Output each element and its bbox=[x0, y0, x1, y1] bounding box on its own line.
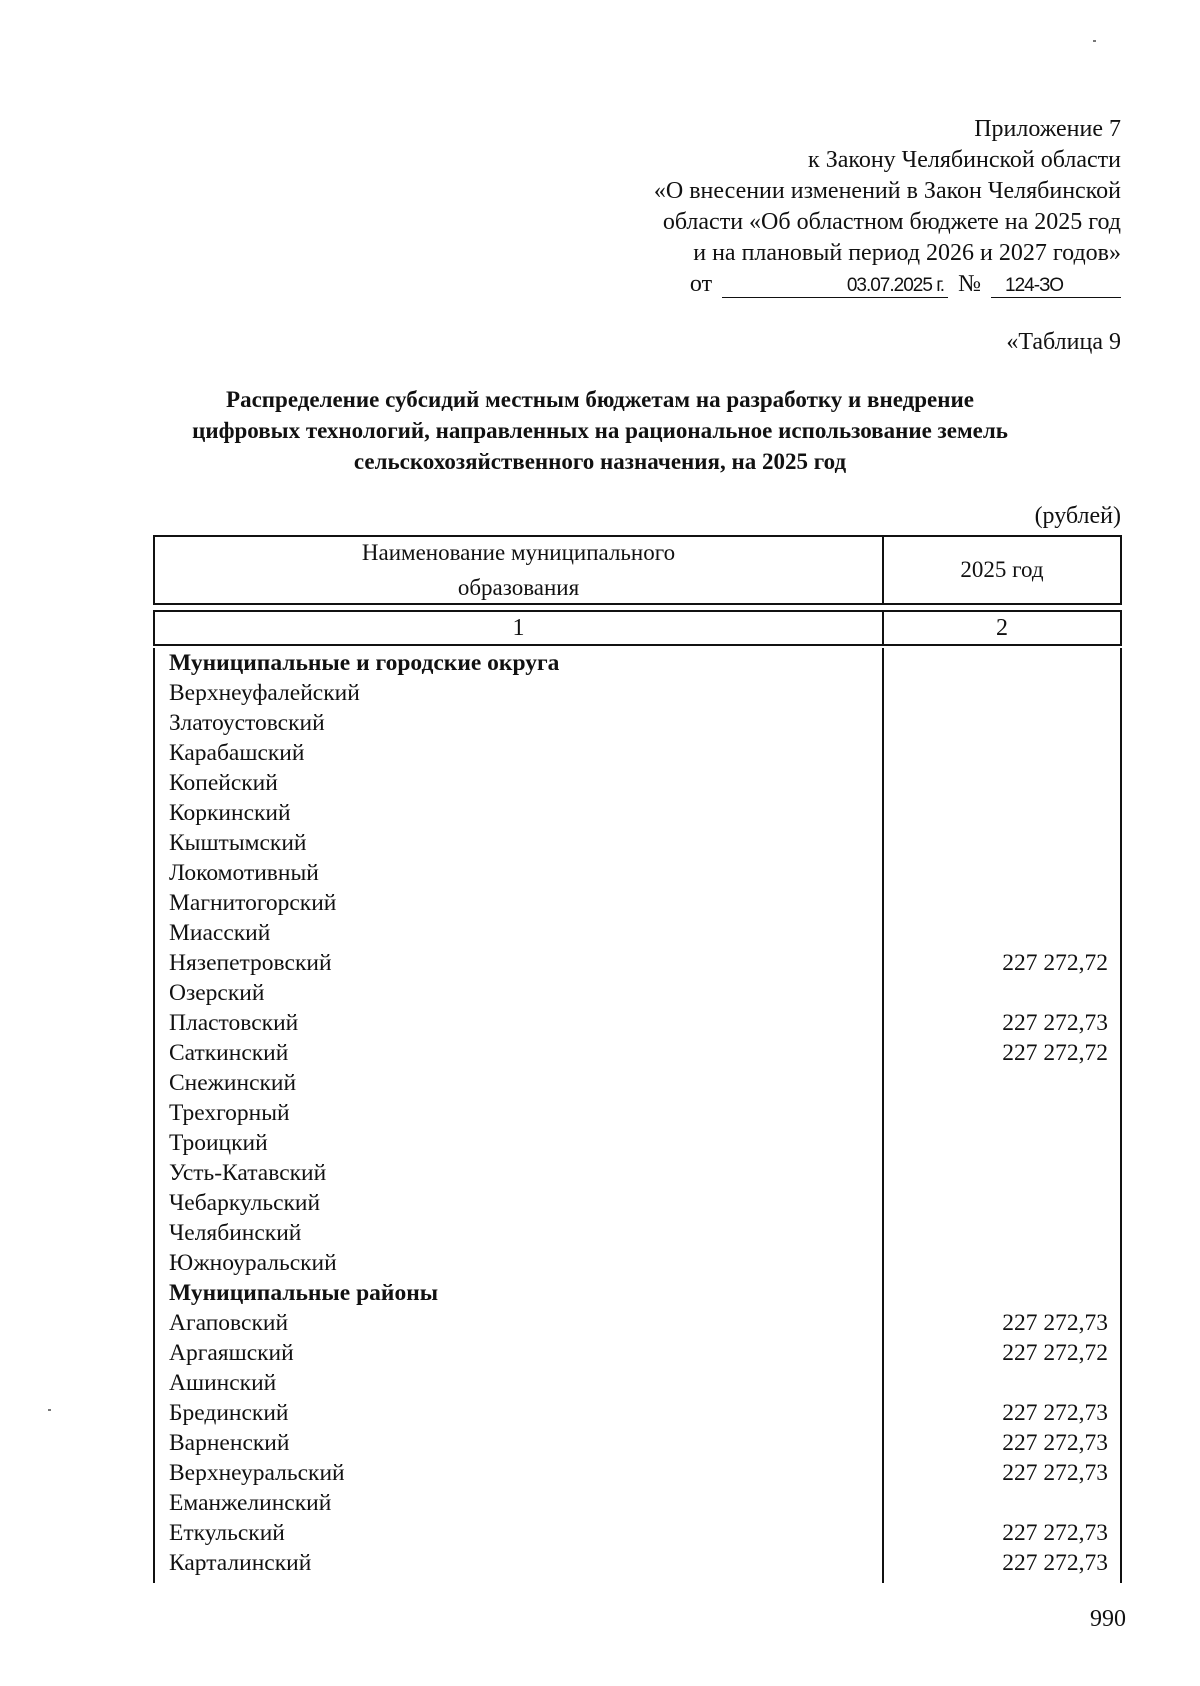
table-row bbox=[155, 1308, 1120, 1338]
subsidy-amount: 227 272,73 bbox=[1002, 1429, 1108, 1456]
municipality-name: Магнитогорский bbox=[169, 889, 337, 916]
section-heading: Муниципальные районы bbox=[169, 1279, 439, 1306]
subsidy-amount: 227 272,73 bbox=[1002, 1009, 1108, 1036]
page-number: 990 bbox=[1090, 1606, 1126, 1632]
municipality-name: Кыштымский bbox=[169, 829, 307, 856]
table-row bbox=[155, 1038, 1120, 1068]
table-row bbox=[155, 798, 1120, 828]
column-number-1: 1 bbox=[155, 612, 884, 644]
municipality-name: Аргаяшский bbox=[169, 1339, 294, 1366]
column-number-row bbox=[153, 610, 1122, 646]
appendix-line-3: «О внесении изменений в Закон Челябинской bbox=[653, 178, 1121, 204]
table-row bbox=[155, 1098, 1120, 1128]
subsidy-amount: 227 272,72 bbox=[1002, 1039, 1108, 1066]
municipality-name: Карталинский bbox=[169, 1549, 312, 1576]
table-row bbox=[155, 1428, 1120, 1458]
municipality-name: Локомотивный bbox=[169, 859, 319, 886]
table-row bbox=[155, 1188, 1120, 1218]
appendix-line-2: к Закону Челябинской области bbox=[808, 147, 1121, 173]
table-row bbox=[155, 738, 1120, 768]
table-row bbox=[155, 918, 1120, 948]
table-row bbox=[155, 1158, 1120, 1188]
table-row bbox=[155, 768, 1120, 798]
scan-speck bbox=[48, 1409, 51, 1411]
subsidy-amount: 227 272,73 bbox=[1002, 1459, 1108, 1486]
appendix-line-4: области «Об областном бюджете на 2025 год bbox=[662, 209, 1121, 235]
column-number-2: 2 bbox=[996, 615, 1008, 641]
appendix-line-5: и на плановый период 2026 и 2027 годов» bbox=[693, 240, 1121, 266]
municipality-name: Коркинский bbox=[169, 799, 291, 826]
table-row bbox=[155, 1488, 1120, 1518]
law-date: 03.07.2025 г. bbox=[722, 275, 948, 298]
section-heading: Муниципальные и городские округа bbox=[169, 649, 560, 676]
header-municipality-text: Наименование муниципального образования bbox=[361, 540, 676, 600]
table-row bbox=[155, 1218, 1120, 1248]
municipality-name: Златоустовский bbox=[169, 709, 325, 736]
table-row bbox=[155, 1368, 1120, 1398]
header-year: 2025 год bbox=[960, 557, 1044, 582]
municipality-name: Саткинский bbox=[169, 1039, 289, 1066]
from-label: от bbox=[689, 271, 713, 297]
municipality-name: Еманжелинский bbox=[169, 1489, 332, 1516]
law-number: 124-ЗО bbox=[991, 275, 1121, 298]
table-row bbox=[155, 1548, 1120, 1578]
municipality-name: Челябинский bbox=[169, 1219, 302, 1246]
table-row bbox=[155, 978, 1120, 1008]
unit-label: (рублей) bbox=[1034, 503, 1121, 529]
municipality-name: Озерский bbox=[169, 979, 265, 1006]
subsidy-amount: 227 272,73 bbox=[1002, 1399, 1108, 1426]
municipality-name: Троицкий bbox=[169, 1129, 268, 1156]
table-row bbox=[155, 1068, 1120, 1098]
subsidy-amount: 227 272,73 bbox=[1002, 1519, 1108, 1546]
subsidy-amount: 227 272,72 bbox=[1002, 1339, 1108, 1366]
document-title bbox=[120, 384, 1080, 477]
table-rows bbox=[155, 648, 1120, 1578]
number-label: № bbox=[958, 271, 981, 297]
subsidy-amount: 227 272,73 bbox=[1002, 1309, 1108, 1336]
table-row bbox=[155, 678, 1120, 708]
table-body bbox=[153, 648, 1122, 1583]
table-row bbox=[155, 1278, 1120, 1308]
table-row bbox=[155, 1338, 1120, 1368]
table-row bbox=[155, 708, 1120, 738]
municipality-name: Еткульский bbox=[169, 1519, 285, 1546]
municipality-name: Снежинский bbox=[169, 1069, 297, 1096]
table-row bbox=[155, 828, 1120, 858]
table-row bbox=[155, 1248, 1120, 1278]
municipality-name: Чебаркульский bbox=[169, 1189, 321, 1216]
subsidy-amount: 227 272,73 bbox=[1002, 1549, 1108, 1576]
table-row bbox=[155, 1458, 1120, 1488]
table-row bbox=[155, 648, 1120, 678]
municipality-name: Верхнеуральский bbox=[169, 1459, 345, 1486]
appendix-line-1: Приложение 7 bbox=[974, 116, 1121, 142]
municipality-name: Миасский bbox=[169, 919, 271, 946]
table-row bbox=[155, 1398, 1120, 1428]
table-row bbox=[155, 1008, 1120, 1038]
table-header bbox=[153, 535, 1122, 605]
municipality-name: Карабашский bbox=[169, 739, 305, 766]
municipality-name: Трехгорный bbox=[169, 1099, 290, 1126]
municipality-name: Ашинский bbox=[169, 1369, 277, 1396]
municipality-name: Агаповский bbox=[169, 1309, 289, 1336]
table-row bbox=[155, 1128, 1120, 1158]
scan-speck bbox=[1093, 40, 1096, 42]
municipality-name: Южноуральский bbox=[169, 1249, 337, 1276]
municipality-name: Усть-Катавский bbox=[169, 1159, 327, 1186]
title-line-1: Распределение субсидий местным бюджетам на разработку и внедрение bbox=[226, 387, 974, 412]
municipality-name: Варненский bbox=[169, 1429, 290, 1456]
title-line-2: цифровых технологий, направленных на рациональное использование земель bbox=[192, 418, 1008, 443]
appendix-header bbox=[561, 114, 1121, 300]
table-row bbox=[155, 948, 1120, 978]
subsidy-amount: 227 272,72 bbox=[1002, 949, 1108, 976]
title-line-3: сельскохозяйственного назначения, на 2025 год bbox=[353, 449, 847, 474]
header-municipality bbox=[155, 537, 884, 603]
municipality-name: Брединский bbox=[169, 1399, 289, 1426]
municipality-name: Верхнеуфалейский bbox=[169, 679, 360, 706]
table-row bbox=[155, 858, 1120, 888]
municipality-name: Копейский bbox=[169, 769, 278, 796]
table-label: «Таблица 9 bbox=[1006, 329, 1121, 355]
municipality-name: Пластовский bbox=[169, 1009, 299, 1036]
municipality-name: Нязепетровский bbox=[169, 949, 332, 976]
table-row bbox=[155, 1518, 1120, 1548]
table-row bbox=[155, 888, 1120, 918]
law-date-number-line bbox=[561, 269, 1121, 300]
